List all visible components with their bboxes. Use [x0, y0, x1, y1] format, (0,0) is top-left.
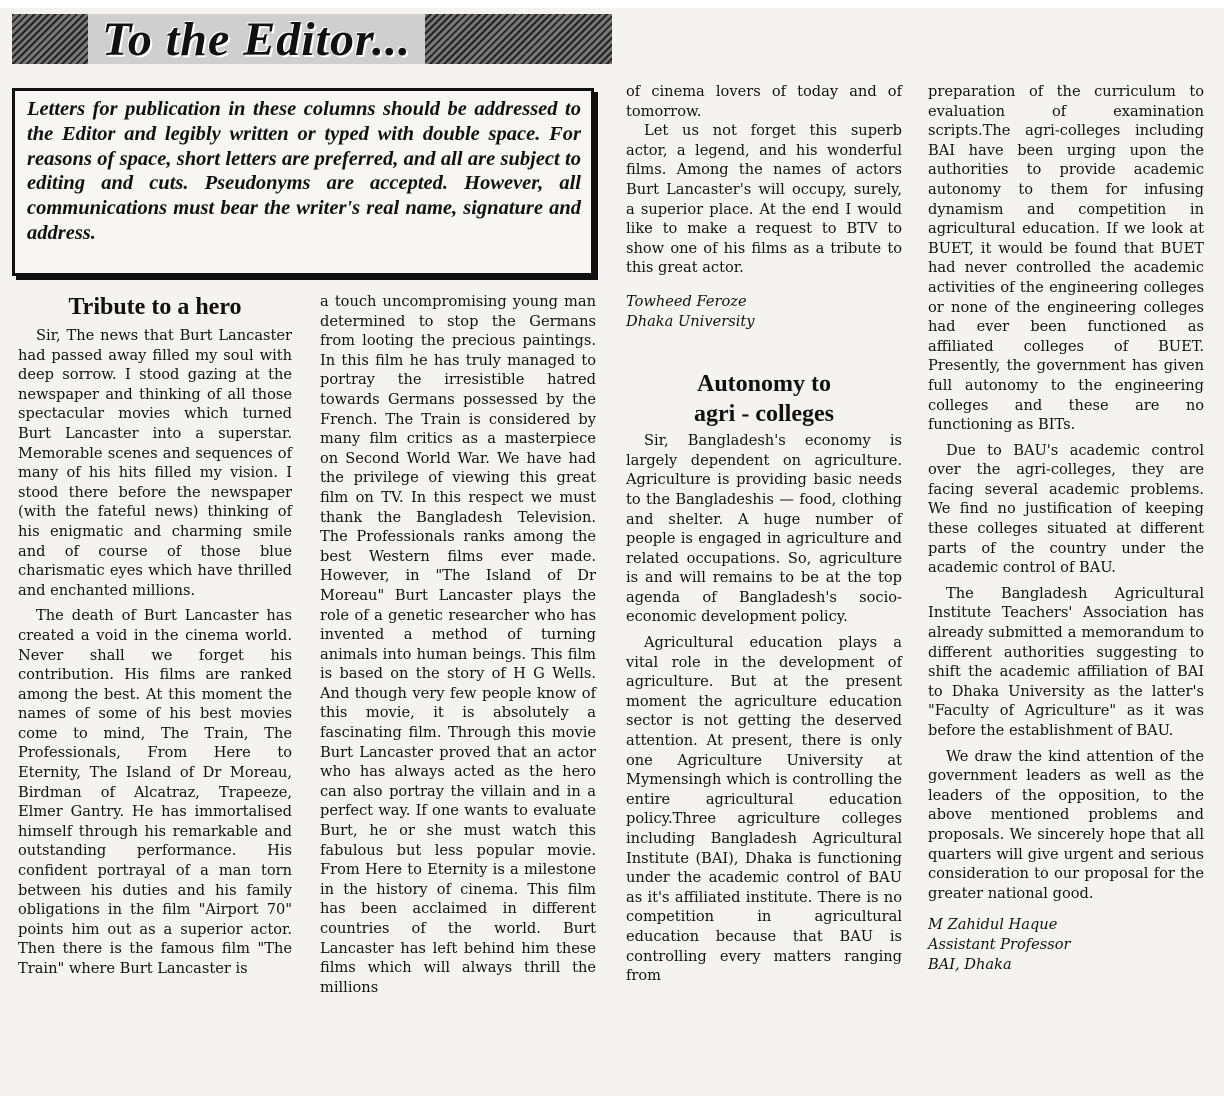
headline-autonomy-line1: Autonomy to	[696, 371, 831, 398]
paragraph: Due to BAU's academic control over the agri-colleges, they are facing several academic problems. We find no justification of keeping these colleges situated at different parts of the country under the academic control of BAU.	[928, 441, 1204, 577]
headline-autonomy-line2: agri - colleges	[694, 401, 834, 428]
headline-tribute: Tribute to a hero	[68, 294, 242, 320]
author-affiliation: BAI, Dhaka	[928, 955, 1012, 973]
page-top-edge	[0, 0, 1224, 8]
author-name: Towheed Feroze	[626, 292, 747, 310]
paragraph: Let us not forget this superb actor, a legend, and his wonderful films. Among the names of actors Burt Lancaster's will occupy, surely, a superior place. At the end I would like to make a request to BTV to show one of his films as a tribute to this great actor.	[626, 122, 902, 277]
paragraph: We draw the kind attention of the government leaders as well as the leaders of the opposition, to the above mentioned problems and proposals. We sincerely hope that all quarters will give urgent and serious consideration to our proposal for the greater national good.	[928, 747, 1204, 902]
paragraph: a touch uncompromising young man determined to stop the Germans from looting the precious paintings. In this film he has truly managed to portray the irresistible hatred towards Germans possessed by the French. The Train is considered by many film critics as a masterpiece on Second World War. We have had the privilege of viewing this great film on TV. In this respect we must thank the Bangladesh Television. The Professionals ranks among the best Western films ever made. However, in "The Island of Dr Moreau" Burt Lancaster plays the role of a genetic researcher who has invented a method of turning animals into human beings. This film is based on the story of H G Wells. And though very few people know of this movie, it is absolutely a fascinating film. Through this movie Burt Lancaster proved that an actor who has always acted as the hero can also portray the villain and in a perfect way. If one wants to evaluate Burt, he or she must watch this fabulous but less popular movie. From Here to Eternity is a milestone in the history of cinema. This film has been acclaimed in different countries of the world. Burt Lancaster has left behind him these films which will always thrill the millions	[320, 293, 596, 996]
column-2	[320, 292, 596, 1092]
paragraph: The Bangladesh Agricultural Institute Teachers' Association has already submitted a memorandum to different authorities suggesting to shift the academic affiliation of BAI to Dhaka University as the latter's "Faculty of Agriculture" as it was before the establishment of BAU.	[928, 584, 1204, 739]
paragraph: Agricultural education plays a vital role in the development of agriculture. But at the present moment the agriculture education sector is not getting the deserved attention. At present, there is only one Agriculture University at Mymensingh which is controlling the entire agricultural education policy.Three agriculture colleges including Bangladesh Agricultural Institute (BAI), Dhaka is functioning under the academic control of BAU as it's affiliated institute. There is no competition in agricultural education because that BAU is controlling every matters ranging from	[626, 634, 902, 985]
paragraph: Sir, The news that Burt Lancaster had passed away filled my soul with deep sorrow. I stood gazing at the newspaper and thinking of all those spectacular movies which turned Burt Lancaster into a superstar. Memorable scenes and sequences of many of his hits filled my vision. I stood there before the newspaper (with the fateful news) thinking of his enigmatic and charming smile and of course of those blue charismatic eyes which have thrilled and enchanted millions.	[18, 327, 292, 599]
paragraph: of cinema lovers of today and of tomorrow.	[626, 83, 902, 120]
column-1	[18, 292, 292, 1092]
column-4	[928, 82, 1204, 1092]
paragraph: preparation of the curriculum to evaluation of examination scripts.The agri-colleges including BAI have been urging upon the authorities to provide academic autonomy to them for infusing dynamism and competition in agricultural education. If we look at BUET, it would be found that BUET had never controlled the academic activities of the engineering colleges or none of the engineering colleges had ever been functioned as affiliated colleges of BUET. Presently, the government has given full autonomy to the engineering colleges and these are no functioning as BITs.	[928, 83, 1204, 434]
paragraph: Sir, Bangladesh's economy is largely dependent on agriculture. Agriculture is providing basic needs to the Bangladeshis — food, clothing and shelter. A huge number of people is engaged in agriculture and related occupations. So, agriculture is and will remains to be at the top agenda of Bangladesh's socio-economic development policy.	[626, 432, 902, 626]
column-3	[626, 82, 902, 1092]
paragraph: The death of Burt Lancaster has created a void in the cinema world. Never shall we forget his contribution. His films are ranked among the best. At this moment the names of some of his best movies come to mind, The Train, The Professionals, From Here to Eternity, The Island of Dr Moreau, Birdman of Alcatraz, Trapeeze, Elmer Gantry. He has immortalised himself through his remarkable and outstanding performance. His confident portrayal of a man torn between his duties and his family obligations in the film "Airport 70" points him out as a superior actor. Then there is the famous film "The Train" where Burt Lancaster is	[18, 607, 292, 977]
author-title: Assistant Professor	[928, 935, 1071, 953]
editorial-notice-box: Letters for publication in these columns should be addressed to the Editor and legibly written or typed with double space. For reasons of space, short letters are preferred, and all are subject to editing and cuts. Pseudonyms are accepted. However, all communications must bear the writer's real name, signature and address.	[12, 88, 594, 276]
author-name: M Zahidul Haque	[928, 916, 1058, 934]
author-affiliation: Dhaka University	[626, 312, 755, 330]
section-title: To the Editor...	[88, 14, 425, 64]
